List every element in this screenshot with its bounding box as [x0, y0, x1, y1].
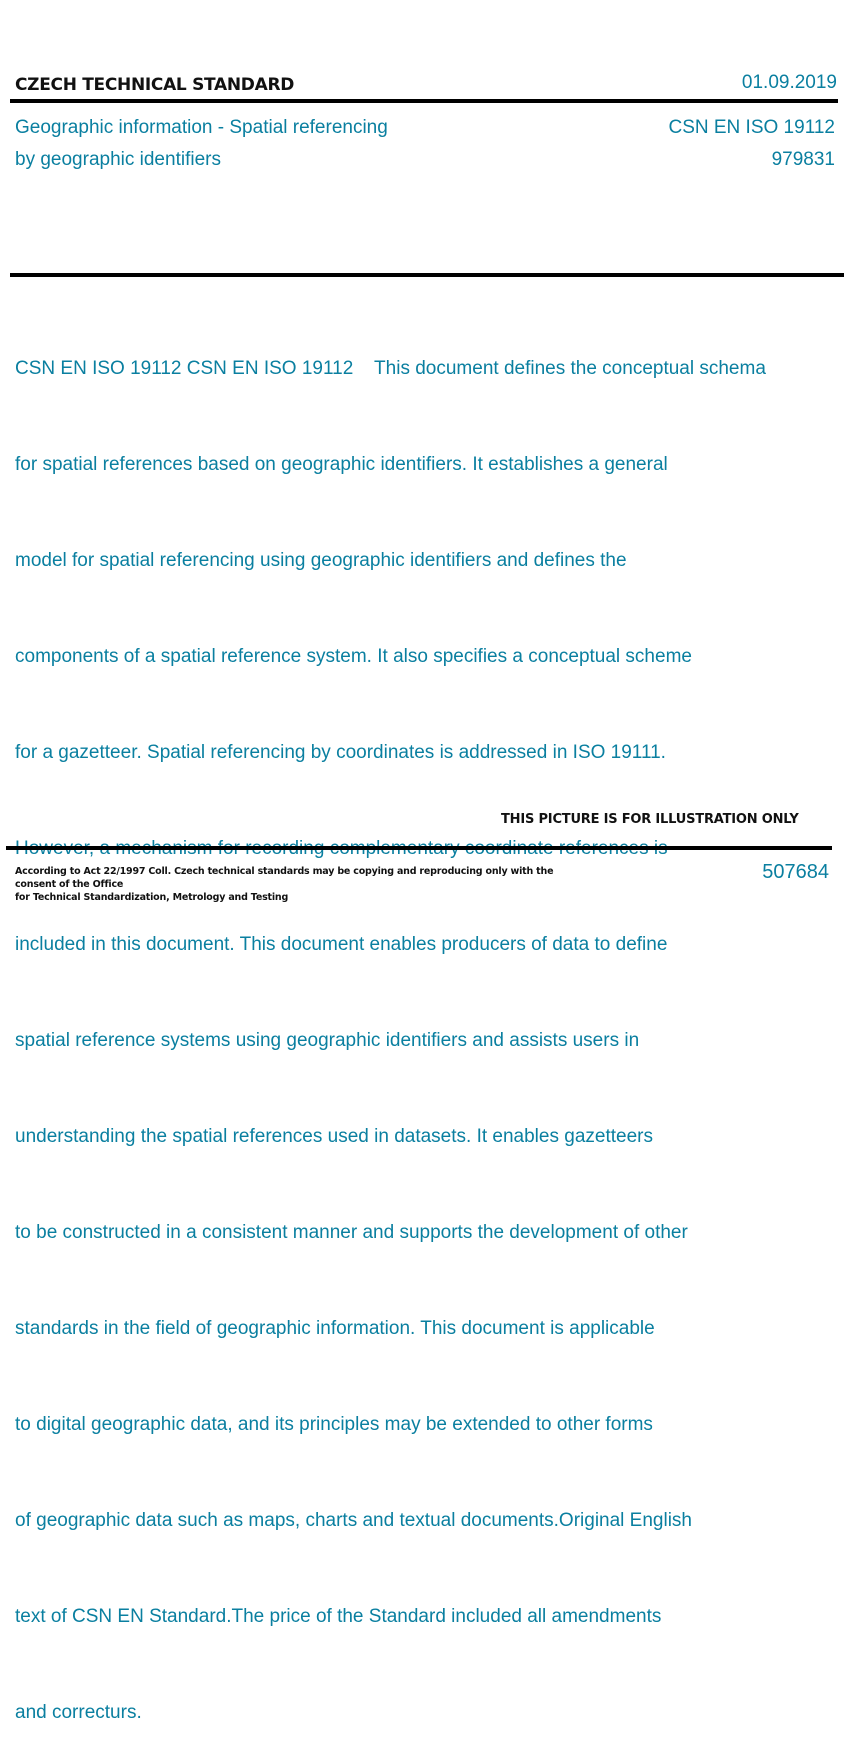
standard-title-line1: Geographic information - Spatial referencing: [15, 117, 388, 138]
copyright-note: [15, 865, 595, 904]
publication-date: 01.09.2019: [741, 72, 837, 93]
footer-divider: [6, 846, 832, 850]
body-divider: [10, 273, 844, 277]
description-line: model for spatial referencing using geographic identifiers and defines the: [15, 550, 627, 571]
standard-code: CSN EN ISO 19112: [668, 117, 835, 138]
description-line: components of a spatial reference system. It also specifies a conceptual scheme: [15, 646, 692, 667]
footer-number: 507684: [762, 861, 829, 883]
description-line: of geographic data such as maps, charts and textual documents.Original English: [15, 1510, 692, 1531]
document-header-title: CZECH TECHNICAL STANDARD: [15, 75, 295, 95]
description-line: for spatial references based on geographic identifiers. It establishes a general: [15, 454, 668, 475]
description-line: spatial reference systems using geographic identifiers and assists users in: [15, 1030, 640, 1051]
standard-description: [15, 289, 865, 1761]
description-line: text of CSN EN Standard.The price of the Standard included all amendments: [15, 1606, 662, 1627]
description-line: to digital geographic data, and its principles may be extended to other forms: [15, 1414, 653, 1435]
standard-title-line2: by geographic identifiers: [15, 149, 221, 170]
copyright-note-line2: for Technical Standardization, Metrology and Testing: [15, 892, 289, 903]
header-divider: [10, 99, 838, 103]
description-line: included in this document. This document enables producers of data to define: [15, 934, 668, 955]
description-line: understanding the spatial references used in datasets. It enables gazetteers: [15, 1126, 653, 1147]
description-line: to be constructed in a consistent manner and supports the development of other: [15, 1222, 688, 1243]
catalog-number: 979831: [771, 149, 835, 170]
description-line: CSN EN ISO 19112 CSN EN ISO 19112 This document defines the conceptual schema: [15, 358, 766, 379]
description-line: and correcturs.: [15, 1702, 142, 1723]
description-line: standards in the field of geographic information. This document is applicable: [15, 1318, 655, 1339]
illustration-disclaimer: THIS PICTURE IS FOR ILLUSTRATION ONLY: [501, 812, 799, 827]
copyright-note-line1: According to Act 22/1997 Coll. Czech technical standards may be copying and reproducing only with the consent of the Office: [15, 866, 554, 890]
description-line: for a gazetteer. Spatial referencing by coordinates is addressed in ISO 19111.: [15, 742, 666, 763]
